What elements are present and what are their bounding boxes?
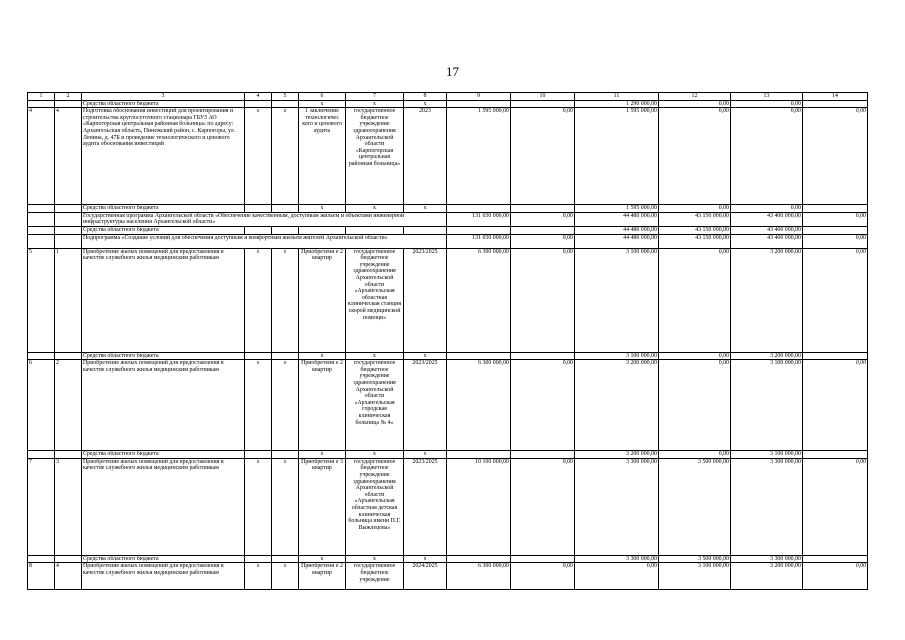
- cell-row-number: 5: [28, 248, 55, 352]
- source-label: Средства областного бюджета: [82, 205, 245, 213]
- cell-executor: х: [346, 352, 404, 360]
- cell-indicator: х: [299, 451, 346, 459]
- program-row: [28, 234, 868, 248]
- source-label: Средства областного бюджета: [82, 226, 245, 234]
- cell-col10: 0,00: [511, 360, 575, 451]
- cell-description: Приобретение жилых помещений для предоставления в качестве служебного жилья медицинским работникам: [82, 563, 245, 590]
- cell-col11: 3 100 000,00: [575, 248, 659, 352]
- cell-period: х: [404, 451, 447, 459]
- cell-col4: х: [245, 248, 272, 352]
- header-cell: 2: [55, 93, 82, 101]
- cell-col13: 3 300 000,00: [731, 458, 803, 555]
- cell-executor: х: [346, 100, 404, 108]
- cell-item-number: 3: [55, 458, 82, 555]
- cell-total: 10 100 000,00: [447, 458, 511, 555]
- header-cell: 12: [659, 93, 731, 101]
- cell-description: Приобретение жилых помещений для предоставления в качестве служебного жилья медицинским работникам: [82, 360, 245, 451]
- cell-item-number: 4: [55, 108, 82, 205]
- cell-col14: 0,00: [803, 563, 868, 590]
- cell-col10: 0,00: [511, 458, 575, 555]
- item-row: [28, 108, 868, 205]
- cell-col10: [511, 555, 575, 563]
- cell-col13: 0,00: [731, 100, 803, 108]
- cell-col12: 0,00: [659, 100, 731, 108]
- cell-col12: 0,00: [659, 360, 731, 451]
- cell-col14: 0,00: [803, 212, 868, 226]
- source-row: [28, 451, 868, 459]
- cell-col5: х: [272, 108, 299, 205]
- cell-total: 1 595 000,00: [447, 108, 511, 205]
- header-cell: 13: [731, 93, 803, 101]
- cell-col14: 0,00: [803, 248, 868, 352]
- source-label: Средства областного бюджета: [82, 451, 245, 459]
- cell-executor: [346, 226, 404, 234]
- cell-col13: 43 400 000,00: [731, 234, 803, 248]
- cell-col12: 0,00: [659, 248, 731, 352]
- program-title: Государственная программа Архангельской области «Обеспечение качественным, доступным жильем и объектами инженерной инфраструктуры населения Архангельской области»: [82, 212, 447, 226]
- cell-total: [447, 352, 511, 360]
- cell-period: х: [404, 352, 447, 360]
- source-row: [28, 555, 868, 563]
- cell-executor: государственное бюджетное учреждение здравоохранения Архангельской области «Архангельская городская клиническая больница № 4»: [346, 360, 404, 451]
- cell-col12: 0,00: [659, 205, 731, 213]
- cell-col14: 0,00: [803, 108, 868, 205]
- item-row: [28, 360, 868, 451]
- cell-period: 2023: [404, 108, 447, 205]
- cell-col5: х: [272, 248, 299, 352]
- cell-col10: [511, 100, 575, 108]
- budget-table: [27, 92, 868, 590]
- cell-period: 2023/2025: [404, 458, 447, 555]
- cell-row-number: 7: [28, 458, 55, 555]
- cell-col10: 0,00: [511, 248, 575, 352]
- cell-indicator: Приобретени е 3 квартир: [299, 458, 346, 555]
- cell-indicator: х: [299, 555, 346, 563]
- cell-item-number: 2: [55, 360, 82, 451]
- cell-indicator: Приобретени е 2 квартир: [299, 360, 346, 451]
- cell-col4: х: [245, 563, 272, 590]
- cell-col14: [803, 555, 868, 563]
- cell-item-number: 1: [55, 248, 82, 352]
- cell-total: 131 030 000,00: [447, 212, 511, 226]
- cell-col12: 0,00: [659, 108, 731, 205]
- cell-col10: [511, 451, 575, 459]
- header-cell: 8: [404, 93, 447, 101]
- source-label: Средства областного бюджета: [82, 555, 245, 563]
- cell-period: х: [404, 205, 447, 213]
- cell-col10: [511, 352, 575, 360]
- cell-period: 2023/2025: [404, 360, 447, 451]
- cell-col11: 3 200 000,00: [575, 451, 659, 459]
- source-row: [28, 352, 868, 360]
- cell-row-number: 8: [28, 563, 55, 590]
- cell-col5: х: [272, 458, 299, 555]
- cell-description: Приобретение жилых помещений для предоставления в качестве служебного жилья медицинским работникам: [82, 458, 245, 555]
- source-label: Средства областного бюджета: [82, 100, 245, 108]
- cell-row-number: 6: [28, 360, 55, 451]
- cell-col5: х: [272, 563, 299, 590]
- cell-col14: 0,00: [803, 234, 868, 248]
- cell-col13: 43 400 000,00: [731, 212, 803, 226]
- cell-col12: 43 150 000,00: [659, 226, 731, 234]
- cell-col10: 0,00: [511, 563, 575, 590]
- header-cell: 3: [82, 93, 245, 101]
- cell-col4: х: [245, 458, 272, 555]
- cell-col12: 3 500 000,00: [659, 555, 731, 563]
- header-cell: 14: [803, 93, 868, 101]
- cell-col12: 3 100 000,00: [659, 563, 731, 590]
- page-number: 17: [446, 64, 459, 79]
- source-label: Средства областного бюджета: [82, 352, 245, 360]
- source-row: [28, 100, 868, 108]
- cell-total: [447, 555, 511, 563]
- item-row: [28, 248, 868, 352]
- cell-executor: государственное бюджетное учреждение: [346, 563, 404, 590]
- cell-indicator: х: [299, 205, 346, 213]
- cell-indicator: Приобретени е 2 квартир: [299, 248, 346, 352]
- header-cell: 4: [245, 93, 272, 101]
- cell-col14: [803, 352, 868, 360]
- cell-col11: 1 595 000,00: [575, 205, 659, 213]
- cell-col10: 0,00: [511, 212, 575, 226]
- cell-total: 131 030 000,00: [447, 234, 511, 248]
- cell-col5: х: [272, 360, 299, 451]
- cell-total: [447, 226, 511, 234]
- header-cell: 5: [272, 93, 299, 101]
- cell-col11: 44 480 000,00: [575, 226, 659, 234]
- cell-col13: 3 300 000,00: [731, 555, 803, 563]
- cell-total: 6 300 000,00: [447, 360, 511, 451]
- cell-col10: 0,00: [511, 234, 575, 248]
- cell-executor: государственное бюджетное учреждение здравоохранения Архангельской области «Карпогорская центральная районная больница»: [346, 108, 404, 205]
- source-row: [28, 226, 868, 234]
- cell-col13: 3 200 000,00: [731, 563, 803, 590]
- cell-col10: 0,00: [511, 108, 575, 205]
- cell-col14: [803, 205, 868, 213]
- cell-col12: 43 150 000,00: [659, 212, 731, 226]
- cell-period: [404, 226, 447, 234]
- cell-total: [447, 205, 511, 213]
- cell-col11: 44 480 000,00: [575, 212, 659, 226]
- item-row: [28, 458, 868, 555]
- cell-col14: 0,00: [803, 458, 868, 555]
- cell-col12: 3 500 000,00: [659, 458, 731, 555]
- cell-period: х: [404, 100, 447, 108]
- cell-period: 2023/2025: [404, 248, 447, 352]
- cell-description: Подготовка обоснования инвестиций для проектирования и строительства круглосуточного стационара ГБУЗ АО «Карпогорская центральная районная больница» по адресу: Архангельская область, Пинежский район, с. Карпогоры, ул. Ленина, д. 47Б и проведение технологического и ценового аудита обоснования инвестиций: [82, 108, 245, 205]
- cell-col4: х: [245, 108, 272, 205]
- cell-indicator: Приобретени е 2 квартир: [299, 563, 346, 590]
- cell-period: 2024/2025: [404, 563, 447, 590]
- item-row: [28, 563, 868, 590]
- cell-executor: х: [346, 451, 404, 459]
- header-cell: 7: [346, 93, 404, 101]
- cell-col13: 43 400 000,00: [731, 226, 803, 234]
- cell-col13: 3 100 000,00: [731, 451, 803, 459]
- cell-total: [447, 451, 511, 459]
- cell-col14: [803, 226, 868, 234]
- cell-description: Приобретение жилых помещений для предоставления в качестве служебного жилья медицинским работникам: [82, 248, 245, 352]
- cell-executor: государственное бюджетное учреждение здравоохранения Архангельской области «Архангельская областная детская клиническая больница имени П.Г. Выжлецова»: [346, 458, 404, 555]
- cell-col11: 3 100 000,00: [575, 352, 659, 360]
- cell-col13: 0,00: [731, 108, 803, 205]
- cell-period: х: [404, 555, 447, 563]
- cell-col13: 3 200 000,00: [731, 352, 803, 360]
- program-row: [28, 212, 868, 226]
- cell-col10: [511, 205, 575, 213]
- cell-col11: 0,00: [575, 563, 659, 590]
- cell-col11: 3 200 000,00: [575, 360, 659, 451]
- header-cell: 10: [511, 93, 575, 101]
- cell-col10: [511, 226, 575, 234]
- cell-executor: государственное бюджетное учреждение здравоохранения Архангельской области «Архангельская областная клиническая станция скорой медицинской помощи»: [346, 248, 404, 352]
- source-row: [28, 205, 868, 213]
- cell-col11: 3 300 000,00: [575, 458, 659, 555]
- cell-total: [447, 100, 511, 108]
- cell-col13: 0,00: [731, 205, 803, 213]
- header-row: [28, 93, 868, 101]
- cell-col12: 0,00: [659, 451, 731, 459]
- cell-col13: 3 200 000,00: [731, 248, 803, 352]
- cell-executor: х: [346, 205, 404, 213]
- cell-col12: 0,00: [659, 352, 731, 360]
- cell-col14: [803, 451, 868, 459]
- cell-col4: х: [245, 360, 272, 451]
- cell-col14: [803, 100, 868, 108]
- cell-executor: х: [346, 555, 404, 563]
- cell-col12: 43 150 000,00: [659, 234, 731, 248]
- cell-col11: 3 300 000,00: [575, 555, 659, 563]
- header-cell: 6: [299, 93, 346, 101]
- cell-row-number: 4: [28, 108, 55, 205]
- cell-total: 6 300 000,00: [447, 563, 511, 590]
- cell-col14: 0,00: [803, 360, 868, 451]
- cell-indicator: 1 заключение технологичес кого и ценового аудита: [299, 108, 346, 205]
- cell-total: 6 300 000,00: [447, 248, 511, 352]
- cell-indicator: х: [299, 352, 346, 360]
- header-cell: 1: [28, 93, 55, 101]
- cell-indicator: х: [299, 100, 346, 108]
- header-cell: 9: [447, 93, 511, 101]
- cell-col13: 3 100 000,00: [731, 360, 803, 451]
- program-title: Подпрограмма «Создание условий для обеспечения доступным и комфортным жильем жителей Архангельской области»: [82, 234, 447, 248]
- cell-col11: 44 480 000,00: [575, 234, 659, 248]
- header-cell: 11: [575, 93, 659, 101]
- cell-col11: 1 595 000,00: [575, 108, 659, 205]
- cell-item-number: 4: [55, 563, 82, 590]
- cell-indicator: [299, 226, 346, 234]
- cell-col11: 1 290 000,00: [575, 100, 659, 108]
